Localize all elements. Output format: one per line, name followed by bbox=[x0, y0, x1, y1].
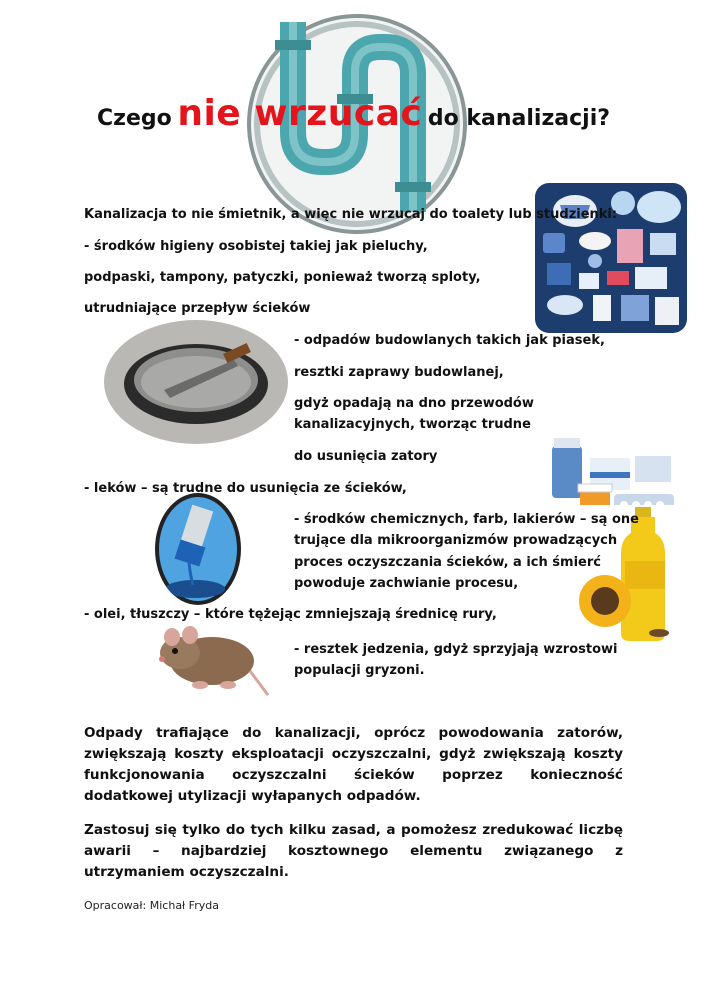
list-item-chemicals: - środków chemicznych, farb, lakierów – są one bbox=[294, 512, 639, 527]
list-item-building: - odpadów budowlanych takich jak piasek, bbox=[294, 333, 605, 348]
list-item-building-cont: resztki zaprawy budowlanej, bbox=[294, 365, 504, 380]
title-part1: Czego bbox=[97, 106, 172, 131]
list-item-building-cont: kanalizacyjnych, tworząc trudne bbox=[294, 417, 531, 432]
author-footer: Opracował: Michał Fryda bbox=[84, 899, 219, 912]
rules-paragraph: Zastosuj się tylko do tych kilku zasad, a pomożesz zredukować liczbę awarii – najbardziej kosztownego elementu związanego z utrzymaniem oczyszczalni. bbox=[84, 822, 623, 880]
list-item-hygiene: - środków higieny osobistej takiej jak pieluchy, bbox=[84, 239, 428, 254]
list-item-oils: - olei, tłuszczy – które tężejąc zmniejszają średnicę rury, bbox=[84, 607, 497, 622]
list-item-hygiene-cont: utrudniające przepływ ścieków bbox=[84, 301, 311, 316]
list-item-building-cont: do usunięcia zatory bbox=[294, 449, 438, 464]
list-item-food-cont: populacji gryzoni. bbox=[294, 663, 425, 678]
list-item-building-cont: gdyż opadają na dno przewodów bbox=[294, 396, 534, 411]
rat-image bbox=[150, 615, 270, 700]
title-part2: do kanalizacji? bbox=[427, 106, 610, 131]
paint-brush-image bbox=[155, 493, 241, 605]
page-title bbox=[0, 93, 707, 134]
list-item-hygiene-cont: podpaski, tampony, patyczki, ponieważ tworzą sploty, bbox=[84, 270, 481, 285]
title-highlight: nie wrzucać bbox=[177, 93, 423, 134]
intro-line: Kanalizacja to nie śmietnik, a więc nie wrzucaj do toalety lub studzienki: bbox=[84, 207, 618, 222]
costs-paragraph: Odpady trafiające do kanalizacji, oprócz powodowania zatorów, zwiększają koszty eksploatacji oczyszczalni, gdyż zwiększają koszty funkcjonowania oczyszczalni ścieków poprzez konieczność dodatkowej utylizacji wyłapanych odpadów. bbox=[84, 725, 623, 804]
list-item-food: - resztek jedzenia, gdyż sprzyjają wzrostowi bbox=[294, 642, 618, 657]
list-item-chemicals-cont: proces oczyszczania ścieków, a ich śmierć bbox=[294, 555, 601, 570]
mortar-bucket-image bbox=[104, 320, 288, 444]
list-item-chemicals-cont: powoduje zachwianie procesu, bbox=[294, 576, 519, 591]
list-item-chemicals-cont: trujące dla mikroorganizmów prowadzących bbox=[294, 533, 618, 548]
list-item-medicine: - leków – są trudne do usunięcia ze ścieków, bbox=[84, 481, 407, 496]
